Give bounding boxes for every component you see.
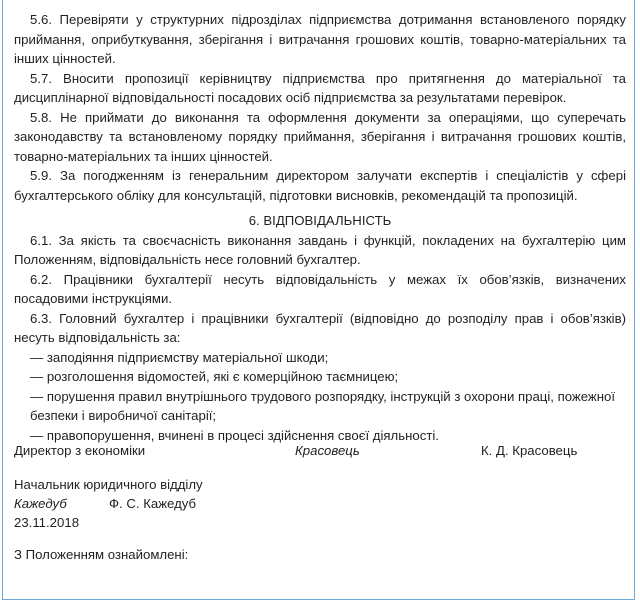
section-6-heading: 6. ВІДПОВІДАЛЬНІСТЬ bbox=[248, 213, 392, 228]
clause-5-6: 5.6. Перевіряти у структурних підрозділах підприємства дотримання встановленого порядку приймання, оприбуткування, зберігання і витрачання грошових коштів, товарно-матеріальних та інших цінностей. bbox=[14, 12, 626, 66]
responsibility-item: — порушення правил внутрішнього трудового розпорядку, інструкцій з охорони праці, пожежної безпеки і виробничої санітарії; bbox=[30, 388, 616, 423]
acquaintance-label: З Положенням ознайомлені: bbox=[14, 547, 189, 562]
legal-head-signature: Кажедуб bbox=[14, 496, 67, 511]
legal-head-title: Начальник юридичного відділу bbox=[14, 477, 203, 492]
director-signature: Красовець bbox=[295, 443, 360, 458]
clause-6-1: 6.1. За якість та своєчасність виконання завдань і функцій, покладених на бухгалтерію цим Положенням, відповідальність несе головний бухгалтер. bbox=[14, 232, 626, 267]
director-title: Директор з економіки bbox=[14, 443, 146, 458]
responsibility-item: — розголошення відомостей, які є комерційною таємницею; bbox=[30, 369, 399, 384]
document-date: 23.11.2018 bbox=[14, 515, 80, 530]
director-name: К. Д. Красовець bbox=[481, 443, 578, 458]
clause-5-9: 5.9. За погодженням із генеральним директором залучати експертів і спеціалістів у сфері бухгалтерського обліку для консультацій, підготовки висновків, рекомендацій та пропозицій. bbox=[14, 168, 626, 203]
clause-6-2: 6.2. Працівники бухгалтерії несуть відповідальність у межах їх обов’язків, визначених посадовими інструкціями. bbox=[14, 271, 626, 306]
clause-6-3: 6.3. Головний бухгалтер і працівники бухгалтерії (відповідно до розподілу прав і обов’язків) несуть відповідальність за: bbox=[14, 310, 626, 345]
legal-head-name: Ф. С. Кажедуб bbox=[109, 496, 197, 511]
responsibility-item: — правопорушення, вчинені в процесі здійснення своєї діяльності. bbox=[30, 427, 439, 443]
clause-5-7: 5.7. Вносити пропозиції керівництву підприємства про притягнення до матеріальної та дисциплінарної відповідальності посадових осіб підприємства за результатами перевірок. bbox=[14, 70, 626, 105]
clause-5-8: 5.8. Не приймати до виконання та оформлення документи за операціями, що суперечать законодавству та встановленому порядку приймання, зберігання і витрачання грошових коштів, товарно-матеріальних та інших цінностей. bbox=[14, 109, 626, 164]
responsibility-item: — заподіяння підприємству матеріальної шкоди; bbox=[30, 349, 329, 365]
regulation-text bbox=[14, 10, 626, 445]
